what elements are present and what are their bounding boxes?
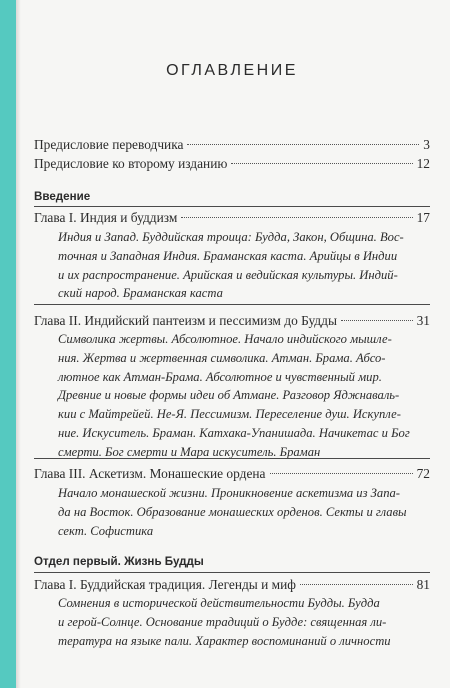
section-divider bbox=[34, 206, 430, 207]
toc-entry-part1-chapter-1[interactable] bbox=[34, 576, 430, 594]
summary-line: Начало монашеской жизни. Проникновение аскетизма из Запа- bbox=[58, 486, 400, 500]
entry-label: Предисловие переводчика bbox=[34, 137, 184, 152]
toc-entry-chapter-3[interactable] bbox=[34, 465, 430, 483]
summary-line: и герой-Солнце. Основание традиций о Будде: священная ли- bbox=[58, 614, 387, 629]
summary-line: Сомнения в исторической действительности Будды. Будда bbox=[58, 596, 380, 610]
entry-label: Глава III. Аскетизм. Монашеские ордена bbox=[34, 466, 266, 481]
summary-line: смерти. Бог смерти и Мара искуситель. Браман bbox=[58, 444, 321, 459]
entry-page-number: 3 bbox=[423, 137, 430, 152]
summary-line: и их распространение. Арийская и ведийская культуры. Индий- bbox=[58, 267, 398, 282]
summary-line: точная и Западная Индия. Браманская каста. Арийцы в Индии bbox=[58, 248, 398, 263]
summary-line: кии с Майтрейей. Не-Я. Пессимизм. Переселение душ. Искупле- bbox=[58, 407, 401, 422]
toc-entry-translator-preface[interactable] bbox=[34, 136, 430, 154]
entry-page-number: 17 bbox=[416, 210, 430, 225]
summary-line: Символика жертвы. Абсолютное. Начало индийского мышле- bbox=[58, 332, 392, 346]
entry-page-number: 72 bbox=[416, 466, 430, 481]
summary-line: Древние и новые формы идеи об Атмане. Разговор Яджнаваль- bbox=[58, 388, 400, 403]
toc-entry-chapter-2[interactable] bbox=[34, 312, 430, 330]
section-heading-introduction: Введение bbox=[34, 190, 91, 203]
chapter-divider bbox=[34, 458, 430, 459]
leader-dots bbox=[181, 217, 412, 218]
section-heading-part-one: Отдел первый. Жизнь Будды bbox=[34, 555, 204, 568]
summary-line: ние. Искуситель. Браман. Катхака-Упанишада. Начикетас и Бог bbox=[58, 425, 410, 440]
gutter-shadow bbox=[16, 0, 21, 688]
toc-entry-second-edition-preface[interactable] bbox=[34, 155, 430, 173]
chapter-3-summary bbox=[58, 484, 432, 540]
section-divider bbox=[34, 572, 430, 573]
entry-label: Предисловие ко второму изданию bbox=[34, 156, 228, 171]
entry-label: Глава II. Индийский пантеизм и пессимизм до Будды bbox=[34, 313, 337, 328]
summary-line: сект. Софистика bbox=[58, 523, 154, 538]
entry-page-number: 81 bbox=[416, 577, 430, 592]
leader-dots bbox=[300, 584, 413, 585]
entry-page-number: 31 bbox=[416, 313, 430, 328]
page-edge-strip bbox=[0, 0, 16, 688]
chapter-1-summary bbox=[58, 228, 432, 303]
leader-dots bbox=[270, 473, 413, 474]
chapter-2-summary bbox=[58, 330, 432, 462]
summary-line: да на Восток. Образование монашеских орденов. Секты и главы bbox=[58, 504, 407, 519]
leader-dots bbox=[187, 144, 419, 145]
summary-line: ский народ. Браманская каста bbox=[58, 286, 223, 301]
entry-label: Глава I. Буддийская традиция. Легенды и миф bbox=[34, 577, 296, 592]
summary-line: ния. Жертва и жертвенная символика. Атман. Брама. Абсо- bbox=[58, 350, 386, 365]
leader-dots bbox=[341, 320, 413, 321]
summary-line: Индия и Запад. Буддийская троица: Будда, Закон, Община. Вос- bbox=[58, 230, 404, 244]
chapter-divider bbox=[34, 304, 430, 305]
page-title: ОГЛАВЛЕНИЕ bbox=[166, 62, 298, 79]
entry-label: Глава I. Индия и буддизм bbox=[34, 210, 178, 225]
leader-dots bbox=[231, 163, 412, 164]
entry-page-number: 12 bbox=[416, 156, 430, 171]
summary-line: тература на языке пали. Характер воспоминаний о личности bbox=[58, 633, 391, 648]
summary-line: лютное как Атман-Брама. Абсолютное и чувственный мир. bbox=[58, 369, 382, 384]
part1-chapter-1-summary bbox=[58, 594, 432, 650]
toc-entry-chapter-1[interactable] bbox=[34, 209, 430, 227]
